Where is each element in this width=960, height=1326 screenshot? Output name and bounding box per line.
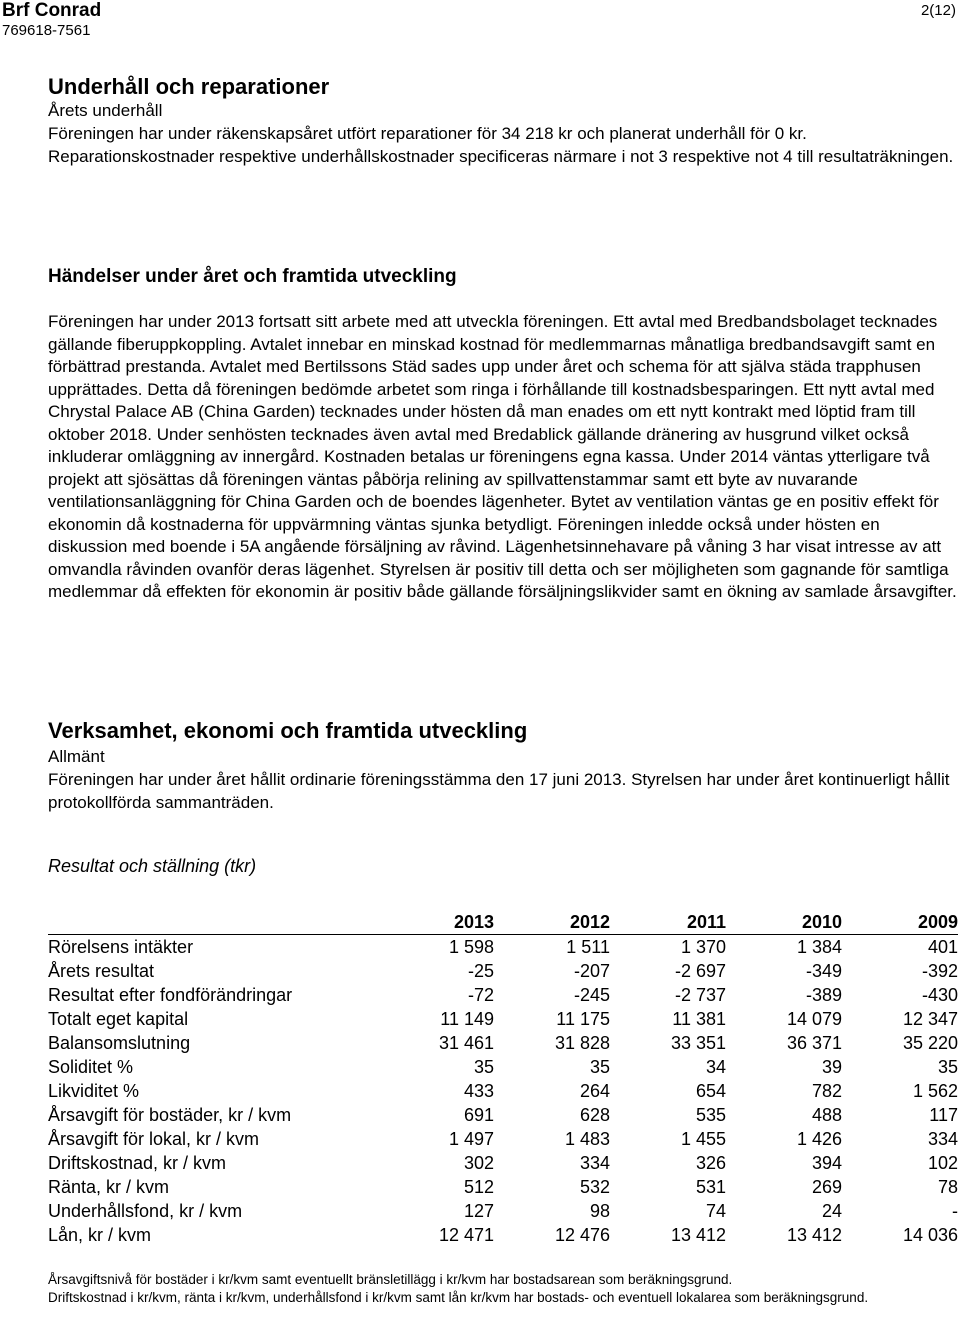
footnote xyxy=(48,1271,948,1307)
table-cell-value: 1 562 xyxy=(912,1081,958,1101)
results-heading-wrap xyxy=(48,856,960,877)
table-cell-value: 35 xyxy=(473,1057,494,1077)
table-cell-value: 1 426 xyxy=(796,1129,842,1149)
table-row-label: Årets resultat xyxy=(48,961,155,981)
table-cell-value: 488 xyxy=(811,1105,842,1125)
table-row xyxy=(48,1079,958,1103)
table-cell-value: 1 598 xyxy=(448,937,494,957)
table-header-year: 2013 xyxy=(378,910,494,935)
table-row-label: Driftskostnad, kr / kvm xyxy=(48,1153,227,1173)
footnote-line-2: Driftskostnad i kr/kvm, ränta i kr/kvm, underhållsfond i kr/kvm samt lån kr/kvm har bostads- och eventuell lokalarea som beräkningsgrund. xyxy=(48,1290,869,1305)
table-row-label: Likviditet % xyxy=(48,1081,140,1101)
table-cell-value: 264 xyxy=(579,1081,610,1101)
table-header-year: 2009 xyxy=(842,910,958,935)
table-cell-value: 13 412 xyxy=(670,1225,726,1245)
table-row xyxy=(48,1031,958,1055)
table-cell-value: 14 036 xyxy=(902,1225,958,1245)
table-row-label: Balansomslutning xyxy=(48,1033,191,1053)
table-cell-value: 334 xyxy=(579,1153,610,1173)
table-row-label: Lån, kr / kvm xyxy=(48,1225,152,1245)
table-cell-value: 78 xyxy=(937,1177,958,1197)
footnote-line-1: Årsavgiftsnivå för bostäder i kr/kvm samt eventuellt bränsletillägg i kr/kvm har bostadsarean som beräkningsgrund. xyxy=(48,1272,733,1287)
table-cell-value: 1 483 xyxy=(564,1129,610,1149)
table-cell-value: 512 xyxy=(463,1177,494,1197)
table-header-label xyxy=(48,910,378,935)
table-cell-value: 31 461 xyxy=(438,1033,494,1053)
table-cell-value: 12 471 xyxy=(438,1225,494,1245)
table-row xyxy=(48,959,958,983)
table-row-label: Totalt eget kapital xyxy=(48,1009,189,1029)
table-cell-value: -2 697 xyxy=(674,961,726,981)
table-cell-value: 33 351 xyxy=(670,1033,726,1053)
table-row-label: Resultat efter fondförändringar xyxy=(48,985,293,1005)
section-maintenance xyxy=(48,74,960,168)
table-cell-value: 34 xyxy=(705,1057,726,1077)
table-cell-value: 127 xyxy=(463,1201,494,1221)
table-cell-value: 12 347 xyxy=(902,1009,958,1029)
table-cell-value: 35 xyxy=(937,1057,958,1077)
table-cell-value: 535 xyxy=(695,1105,726,1125)
paragraph-operations: Föreningen har under året hållit ordinarie föreningsstämma den 17 juni 2013. Styrelsen har under året kontinuerligt hållit protokollförda sammanträden. xyxy=(48,770,950,812)
table-header-year: 2012 xyxy=(494,910,610,935)
table-cell-value: 39 xyxy=(821,1057,842,1077)
table-cell-value: 1 455 xyxy=(680,1129,726,1149)
table-cell-value: 98 xyxy=(589,1201,610,1221)
table-cell-value: -245 xyxy=(573,985,610,1005)
table-cell-value: -72 xyxy=(467,985,494,1005)
table-cell-value: -430 xyxy=(921,985,958,1005)
results-table xyxy=(48,910,958,1247)
table-cell-value: 11 381 xyxy=(672,1009,726,1029)
table-cell-value: 433 xyxy=(463,1081,494,1101)
table-cell-value: 269 xyxy=(811,1177,842,1197)
table-row xyxy=(48,935,958,960)
table-cell-value: 1 384 xyxy=(796,937,842,957)
table-cell-value: 1 497 xyxy=(448,1129,494,1149)
table-row-label: Rörelsens intäkter xyxy=(48,937,194,957)
section-title-operations: Verksamhet, ekonomi och framtida utveckling xyxy=(48,718,528,743)
table-row xyxy=(48,1127,958,1151)
results-table-body xyxy=(48,935,958,1248)
organization-number: 769618-7561 xyxy=(2,22,91,39)
paragraph-events: Föreningen har under 2013 fortsatt sitt arbete med att utveckla föreningen. Ett avtal med Bredbandsbolaget tecknades gällande fiberuppkoppling. Avtalet innebar en minskad kostnad för medlemmarnas månatliga bredbandsavgift samt en förbättrad prestanda. Avtalet med Bertilssons Städ sades upp under året och schema för att själva städa trapphusen upprättades. Detta då föreningen bedömde arbetet som ringa i förhållande till kostnadsbesparingen. Ett nytt avtal med Chrystal Palace AB (China Garden) tecknades under hösten då man enades om ett nytt kontrakt med löptid fram till oktober 2018. Under senhösten tecknades även avtal med Bredablick gällande dränering av husgrund vilket också inkluderar omläggning av innergård. Kostnaden betalas ur föreningens egna kassa. Under 2014 väntas ytterligare två projekt att sjösättas då föreningen väntas påbörja relining av spillvattenstammar samt ett byte av nuvarande ventilationsanläggning för China Garden och de boendes lägenheter. Bytet av ventilation väntas ge en positiv effekt för ekonomin då kostnaderna för uppvärmning väntas sjunka betydligt. Föreningen inledde också under hösten en diskussion med boende i 5A angående försäljning av råvind. Lägenhetsinnehavare på våning 3 har visat intresse av att omvandla råvinden ovanför deras lägenhet. Styrelsen är positiv till detta och ser möjligheten som gagnande för samtliga medlemmar då effekten för ekonomin är positiv både gällande försäljningslikvider samt en ökning av samlade årsavgifter. xyxy=(48,312,957,601)
table-cell-value: 1 370 xyxy=(680,937,726,957)
table-cell-value: 31 828 xyxy=(554,1033,610,1053)
table-row-label: Årsavgift för bostäder, kr / kvm xyxy=(48,1105,292,1125)
table-cell-value: 334 xyxy=(927,1129,958,1149)
table-cell-value: 102 xyxy=(927,1153,958,1173)
table-cell-value: 401 xyxy=(927,937,958,957)
table-row xyxy=(48,1175,958,1199)
table-cell-value: -392 xyxy=(921,961,958,981)
table-row-label: Soliditet % xyxy=(48,1057,134,1077)
table-cell-value: 12 476 xyxy=(554,1225,610,1245)
table-row xyxy=(48,1223,958,1247)
table-cell-value: 11 149 xyxy=(440,1009,494,1029)
table-row xyxy=(48,1055,958,1079)
table-cell-value: 117 xyxy=(929,1105,958,1125)
paragraph-maintenance: Föreningen har under räkenskapsåret utfört reparationer för 34 218 kr och planerat underhåll för 0 kr. Reparationskostnader respektive underhållskostnader specificeras närmare i not 3 respektive not 4 till resultaträkningen. xyxy=(48,124,954,166)
page-number: 2(12) xyxy=(920,2,956,19)
section-title-maintenance: Underhåll och reparationer xyxy=(48,74,330,99)
table-cell-value: 531 xyxy=(695,1177,726,1197)
results-title: Resultat och ställning (tkr) xyxy=(48,856,257,876)
table-cell-value: 394 xyxy=(811,1153,842,1173)
table-cell-value: -207 xyxy=(573,961,610,981)
table-row-label: Ränta, kr / kvm xyxy=(48,1177,170,1197)
section-operations xyxy=(48,718,960,814)
table-header-row xyxy=(48,910,958,935)
table-cell-value: 782 xyxy=(811,1081,842,1101)
table-cell-value: - xyxy=(952,1201,958,1221)
table-cell-value: -389 xyxy=(805,985,842,1005)
table-cell-value: -349 xyxy=(805,961,842,981)
table-cell-value: 36 371 xyxy=(786,1033,842,1053)
table-cell-value: 628 xyxy=(579,1105,610,1125)
table-cell-value: 654 xyxy=(695,1081,726,1101)
section-subtitle-operations: Allmänt xyxy=(48,747,105,766)
section-events xyxy=(48,265,960,604)
table-header-year: 2011 xyxy=(610,910,726,935)
table-cell-value: 24 xyxy=(821,1201,842,1221)
table-cell-value: 691 xyxy=(463,1105,494,1125)
table-cell-value: 302 xyxy=(463,1153,494,1173)
table-cell-value: 35 xyxy=(589,1057,610,1077)
organization-name: Brf Conrad xyxy=(2,0,102,21)
table-row xyxy=(48,983,958,1007)
table-cell-value: 11 175 xyxy=(556,1009,610,1029)
table-cell-value: 326 xyxy=(695,1153,726,1173)
table-row xyxy=(48,1199,958,1223)
table-cell-value: -2 737 xyxy=(674,985,726,1005)
table-row xyxy=(48,1151,958,1175)
section-title-events: Händelser under året och framtida utveckling xyxy=(48,266,457,287)
table-cell-value: 35 220 xyxy=(902,1033,958,1053)
table-cell-value: 532 xyxy=(579,1177,610,1197)
table-cell-value: 74 xyxy=(705,1201,726,1221)
table-row-label: Underhållsfond, kr / kvm xyxy=(48,1201,243,1221)
table-row-label: Årsavgift för lokal, kr / kvm xyxy=(48,1129,260,1149)
section-subtitle-maintenance: Årets underhåll xyxy=(48,101,163,120)
table-cell-value: 13 412 xyxy=(786,1225,842,1245)
table-cell-value: -25 xyxy=(467,961,494,981)
table-cell-value: 1 511 xyxy=(566,937,610,957)
table-cell-value: 14 079 xyxy=(786,1009,842,1029)
table-row xyxy=(48,1007,958,1031)
table-header-year: 2010 xyxy=(726,910,842,935)
table-row xyxy=(48,1103,958,1127)
